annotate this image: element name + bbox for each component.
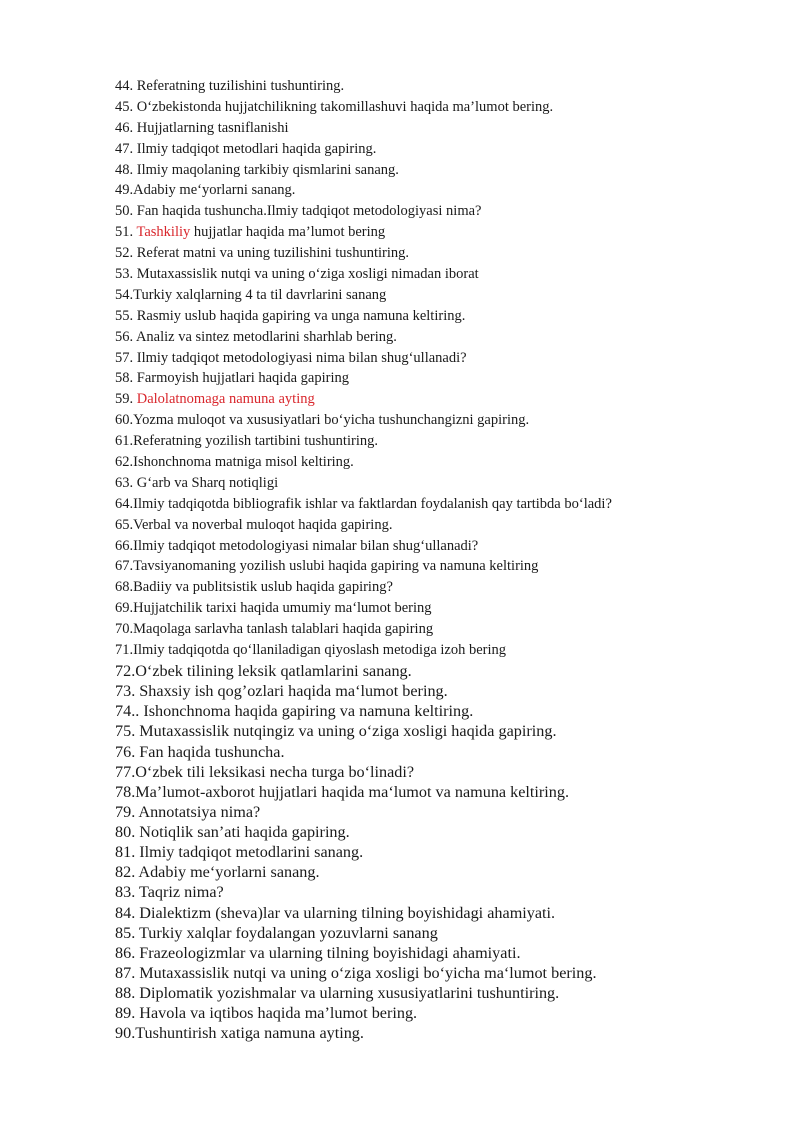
question-56 [115, 327, 785, 348]
question-50 [115, 201, 785, 222]
question-89-text: 89. Havola va iqtibos haqida ma’lumot bering. [115, 1004, 418, 1023]
question-71 [115, 640, 785, 661]
question-58-text: 58. Farmoyish hujjatlari haqida gapiring [115, 370, 349, 387]
question-46-text: 46. Hujjatlarning tasniflanishi [115, 119, 289, 136]
question-87 [115, 963, 785, 983]
question-60-text: 60.Yozma muloqot va xususiyatlari bo‘yicha tushunchangizni gapiring. [115, 412, 530, 429]
question-73-text: 73. Shaxsiy ish qog’ozlari haqida ma‘lumot bering. [115, 682, 448, 701]
question-90-text: 90.Tushuntirish xatiga namuna ayting. [115, 1024, 364, 1043]
question-88-text: 88. Diplomatik yozishmalar va ularning xususiyatlarini tushuntiring. [115, 984, 560, 1003]
question-77-text: 77.O‘zbek tili leksikasi necha turga bo‘linadi? [115, 762, 415, 781]
question-44 [115, 76, 785, 97]
question-56-text: 56. Analiz va sintez metodlarini sharhlab bering. [115, 328, 397, 345]
question-54-text: 54.Turkiy xalqlarning 4 ta til davrlarini sanang [115, 286, 387, 303]
question-46 [115, 118, 785, 139]
question-48-text: 48. Ilmiy maqolaning tarkibiy qismlarini sanang. [115, 161, 399, 178]
question-55-text: 55. Rasmiy uslub haqida gapiring va unga namuna keltiring. [115, 307, 466, 324]
question-85 [115, 923, 785, 943]
question-55 [115, 306, 785, 327]
question-49 [115, 180, 785, 201]
question-82-text: 82. Adabiy me‘yorlarni sanang. [115, 863, 320, 882]
question-53-text: 53. Mutaxassislik nutqi va uning o‘ziga xosligi nimadan iborat [115, 266, 479, 283]
question-59-highlight: Dalolatnomaga namuna ayting [136, 391, 315, 408]
question-51-suffix: hujjatlar haqida ma’lumot bering [190, 224, 386, 241]
question-76-text: 76. Fan haqida tushuncha. [115, 742, 285, 761]
question-45 [115, 97, 785, 118]
question-73 [115, 681, 785, 701]
question-59-prefix: 59. [115, 391, 137, 408]
question-82 [115, 862, 785, 882]
question-80 [115, 822, 785, 842]
question-60 [115, 410, 785, 431]
question-78-text: 78.Ma’lumot-axborot hujjatlari haqida ma‘lumot va namuna keltiring. [115, 782, 570, 801]
question-51-prefix: 51. [115, 224, 137, 241]
question-74 [115, 701, 785, 721]
question-53 [115, 264, 785, 285]
question-62-text: 62.Ishonchnoma matniga misol keltiring. [115, 454, 354, 471]
question-49-text: 49.Adabiy me‘yorlarni sanang. [115, 182, 296, 199]
question-90 [115, 1023, 785, 1043]
question-61 [115, 431, 785, 452]
question-85-text: 85. Turkiy xalqlar foydalangan yozuvlarni sanang [115, 923, 438, 942]
question-75 [115, 721, 785, 741]
question-86 [115, 943, 785, 963]
question-87-text: 87. Mutaxassislik nutqi va uning o‘ziga xosligi bo‘yicha ma‘lumot bering. [115, 964, 597, 983]
question-47 [115, 139, 785, 160]
question-66 [115, 536, 785, 557]
question-68 [115, 577, 785, 598]
question-61-text: 61.Referatning yozilish tartibini tushuntiring. [115, 433, 378, 450]
question-89 [115, 1003, 785, 1023]
question-44-text: 44. Referatning tuzilishini tushuntiring. [115, 78, 345, 94]
question-57 [115, 348, 785, 369]
question-63-text: 63. G‘arb va Sharq notiqligi [115, 474, 279, 491]
question-62 [115, 452, 785, 473]
question-51 [115, 222, 785, 243]
question-79 [115, 802, 785, 822]
question-51-highlight: Tashkiliy [136, 224, 191, 241]
question-65-text: 65.Verbal va noverbal muloqot haqida gapiring. [115, 516, 393, 533]
question-52 [115, 243, 785, 264]
question-52-text: 52. Referat matni va uning tuzilishini tushuntiring. [115, 245, 409, 262]
question-69 [115, 598, 785, 619]
question-81-text: 81. Ilmiy tadqiqot metodlarini sanang. [115, 843, 364, 862]
question-67-text: 67.Tavsiyanomaning yozilish uslubi haqida gapiring va namuna keltiring [115, 558, 539, 575]
question-64 [115, 494, 785, 515]
question-86-text: 86. Frazeologizmlar va ularning tilning boyishidagi ahamiyati. [115, 943, 521, 962]
question-45-text: 45. O‘zbekistonda hujjatchilikning takomillashuvi haqida ma’lumot bering. [115, 98, 554, 115]
question-48 [115, 160, 785, 181]
question-72-text: 72.O‘zbek tilining leksik qatlamlarini sanang. [115, 661, 412, 680]
question-50-text: 50. Fan haqida tushuncha.Ilmiy tadqiqot metodologiyasi nima? [115, 203, 482, 220]
question-47-text: 47. Ilmiy tadqiqot metodlari haqida gapiring. [115, 140, 377, 157]
question-67 [115, 556, 785, 577]
question-58 [115, 368, 785, 389]
question-83 [115, 882, 785, 902]
question-81 [115, 842, 785, 862]
question-71-text: 71.Ilmiy tadqiqotda qo‘llaniladigan qiyoslash metodiga izoh bering [115, 642, 507, 659]
question-80-text: 80. Notiqlik san’ati haqida gapiring. [115, 823, 350, 842]
question-78 [115, 782, 785, 802]
question-list [115, 76, 785, 1044]
question-70-text: 70.Maqolaga sarlavha tanlash talablari haqida gapiring [115, 621, 434, 638]
question-76 [115, 742, 785, 762]
question-79-text: 79. Annotatsiya nima? [115, 802, 261, 821]
question-68-text: 68.Badiiy va publitsistik uslub haqida gapiring? [115, 579, 393, 596]
question-77 [115, 762, 785, 782]
question-84 [115, 903, 785, 923]
question-75-text: 75. Mutaxassislik nutqingiz va uning o‘ziga xosligi haqida gapiring. [115, 722, 557, 741]
question-83-text: 83. Taqriz nima? [115, 883, 224, 902]
question-74-text: 74.. Ishonchnoma haqida gapiring va namuna keltiring. [115, 702, 474, 721]
question-69-text: 69.Hujjatchilik tarixi haqida umumiy ma‘lumot bering [115, 600, 432, 617]
question-88 [115, 983, 785, 1003]
question-72 [115, 661, 785, 681]
question-66-text: 66.Ilmiy tadqiqot metodologiyasi nimalar bilan shug‘ullanadi? [115, 537, 479, 554]
question-63 [115, 473, 785, 494]
question-70 [115, 619, 785, 640]
question-84-text: 84. Dialektizm (sheva)lar va ularning tilning boyishidagi ahamiyati. [115, 903, 556, 922]
question-57-text: 57. Ilmiy tadqiqot metodologiyasi nima bilan shug‘ullanadi? [115, 349, 467, 366]
question-54 [115, 285, 785, 306]
question-64-text: 64.Ilmiy tadqiqotda bibliografik ishlar va faktlardan foydalanish qay tartibda bo‘ladi? [115, 495, 612, 512]
question-65 [115, 515, 785, 536]
question-59 [115, 389, 785, 410]
